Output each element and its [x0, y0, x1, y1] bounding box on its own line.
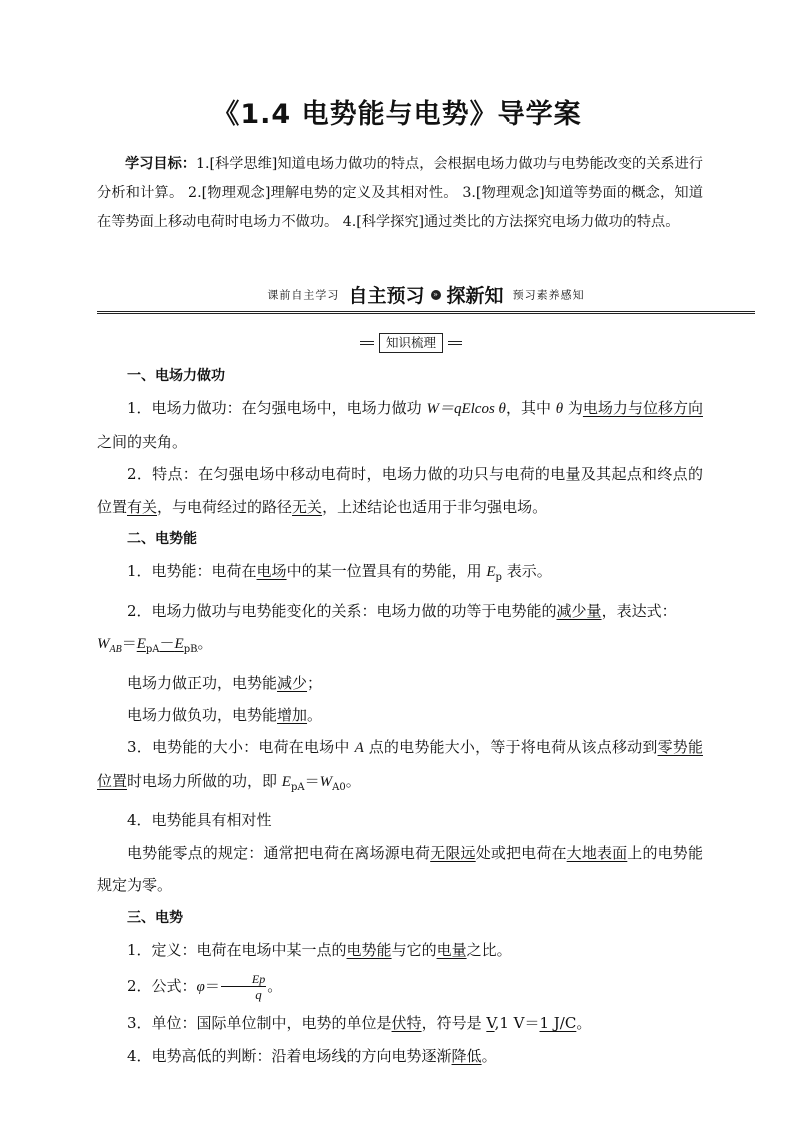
heading-bar-left	[360, 341, 374, 345]
text-run: 1．电势能：电荷在	[127, 562, 257, 581]
text-run: ，表达式：	[601, 601, 677, 620]
answer-underline: 增加	[277, 706, 308, 725]
text-run: 处或把电荷在	[475, 843, 567, 862]
answer-underline: 零势能位置	[97, 738, 703, 790]
knowledge-heading-label: 知识梳理	[379, 333, 443, 353]
answer-underline: 电势能	[346, 940, 392, 959]
symbol-w: W	[319, 773, 333, 790]
paragraph-work-feature	[97, 458, 703, 523]
text-run: 。	[481, 1046, 497, 1065]
text-run: ,1 V＝	[494, 1014, 540, 1033]
heading-bar-right	[448, 341, 462, 345]
text-run: ，符号是	[421, 1014, 487, 1033]
paragraph-positive-work	[97, 667, 703, 699]
paragraph-potential-judgement	[97, 1040, 703, 1072]
answer-underline: 大地表面	[566, 843, 628, 862]
document-body	[97, 360, 703, 1072]
text-run: 时电场力所做的功，即	[127, 771, 282, 790]
text-run: 为	[563, 399, 583, 418]
text-run: 1．定义：电荷在电场中某一点的	[127, 940, 347, 959]
symbol-a: A	[354, 740, 364, 757]
knowledge-box-heading	[360, 333, 462, 351]
text-run: 表示。	[501, 562, 552, 581]
banner-title-2: 探新知	[446, 285, 504, 307]
text-run: 1．电场力做功：在匀强电场中，电场力做功	[127, 399, 427, 418]
text-run: 2．特点：在匀强电场中移动电荷时，电场力做的功只与电荷的电量及其起点和终点的位置	[97, 465, 703, 516]
section-heading-3: 三、电势	[127, 909, 183, 926]
text-run: 电势能零点的规定：通常把电荷在离场源电荷	[127, 843, 431, 862]
text-run: 。	[345, 771, 361, 790]
text-run: 。	[576, 1014, 592, 1033]
paragraph-energy-magnitude	[97, 731, 703, 804]
answer-underline: 电量	[436, 940, 467, 959]
formula-line-wab	[97, 627, 703, 666]
banner-right-text: 预习素养感知	[512, 288, 585, 302]
text-run: 电场力做负功，电势能	[127, 706, 278, 725]
paragraph-potential-definition	[97, 934, 703, 966]
paragraph-work-energy-relation	[97, 595, 703, 627]
text-run: 之间的夹角。	[97, 432, 188, 451]
answer-underline: V	[486, 1014, 495, 1033]
fraction-numerator: Ep	[221, 973, 266, 987]
text-run: 中的某一位置具有的势能，用	[286, 562, 487, 581]
text-run: 。	[267, 977, 283, 996]
text-run: 3．电势能的大小：电荷在电场中	[127, 738, 355, 757]
text-run: 4．电势高低的判断：沿着电场线的方向电势逐渐	[127, 1046, 452, 1065]
subscript: pA	[145, 644, 160, 656]
text-run: 。	[307, 706, 323, 725]
subscript: pA	[290, 781, 305, 793]
symbol-e: E	[174, 636, 184, 653]
section-banner	[97, 281, 755, 314]
text-run: 与它的	[391, 940, 437, 959]
fraction	[221, 973, 266, 1001]
text-run: 2．公式：	[127, 977, 197, 996]
answer-underline: 无关	[292, 497, 323, 516]
text-run: 。	[197, 634, 213, 653]
symbol-w: W	[97, 636, 110, 653]
subscript: p	[495, 572, 502, 584]
paragraph-potential-formula	[97, 966, 703, 1007]
text-run: 3．单位：国际单位制中，电势的单位是	[127, 1014, 392, 1033]
learning-goals	[97, 150, 703, 237]
symbol-phi: φ	[196, 979, 205, 996]
banner-dot-icon: »	[431, 290, 441, 300]
paragraph-zero-point	[97, 837, 703, 902]
text-run: 上的电势能规定为零。	[97, 843, 703, 895]
text-run: ，上述结论也适用于非匀强电场。	[322, 497, 548, 516]
text-run: ，其中	[505, 399, 556, 418]
symbol-e: E	[136, 636, 146, 653]
text-run: 之比。	[466, 940, 512, 959]
answer-underline: 伏特	[391, 1014, 422, 1033]
answer-underline: 电场力与位移方向	[582, 399, 703, 418]
paragraph-negative-work	[97, 699, 703, 731]
section-heading-1: 一、电场力做功	[127, 368, 225, 384]
symbol-e: E	[281, 773, 291, 790]
subscript: AB	[109, 644, 122, 656]
text-run: 电场力做正功，电势能	[127, 673, 278, 692]
page-title: 《1.4 电势能与电势》导学案	[212, 99, 582, 130]
learning-goals-text: 1.[科学思维]知道电场力做功的特点，会根据电场力做功与电势能改变的关系进行分析和计算。 2.[物理观念]理解电势的定义及其相对性。 3.[物理观念]知道等势面的概念，知道在等势面上移动电荷时电场力不做功。 4.[科学探究]通过类比的方法探究电场力做功的特点。	[97, 156, 703, 230]
formula-work: W＝qElcos θ	[426, 401, 506, 418]
answer-underline: 降低	[451, 1046, 482, 1065]
section-heading-2: 二、电势能	[127, 531, 197, 548]
answer-underline: 减少	[277, 673, 308, 692]
minus-sign: －	[159, 634, 175, 653]
learning-goals-label: 学习目标：	[125, 156, 196, 172]
text-run: ＝	[204, 977, 220, 996]
symbol-theta: θ	[555, 401, 564, 418]
text-run: ，与电荷经过的路径	[157, 497, 293, 516]
text-run: ；	[307, 673, 323, 692]
answer-underline: 电场	[256, 562, 287, 581]
answer-underline: 有关	[127, 497, 158, 516]
paragraph-potential-unit	[97, 1007, 703, 1039]
answer-underline	[136, 634, 198, 656]
text-run: ＝	[304, 771, 320, 790]
paragraph-relativity: 4．电势能具有相对性	[127, 811, 272, 830]
text-run: 点的电势能大小，等于将电荷从该点移动到	[363, 738, 658, 757]
banner-title-1: 自主预习	[348, 285, 425, 307]
paragraph-work-definition	[97, 392, 703, 458]
text-run: 2．电场力做功与电势能变化的关系：电场力做的功等于电势能的	[127, 601, 557, 620]
paragraph-potential-energy	[97, 555, 703, 594]
answer-underline: 无限远	[430, 843, 476, 862]
text-run: ＝	[121, 634, 137, 653]
fraction-denominator: q	[255, 987, 262, 1003]
answer-underline: 减少量	[556, 601, 602, 620]
answer-underline: 1 J/C	[539, 1014, 577, 1033]
subscript: pB	[183, 644, 198, 656]
banner-left-text: 课前自主学习	[267, 288, 340, 302]
subscript: A0	[332, 781, 346, 793]
symbol-e: E	[486, 564, 496, 581]
